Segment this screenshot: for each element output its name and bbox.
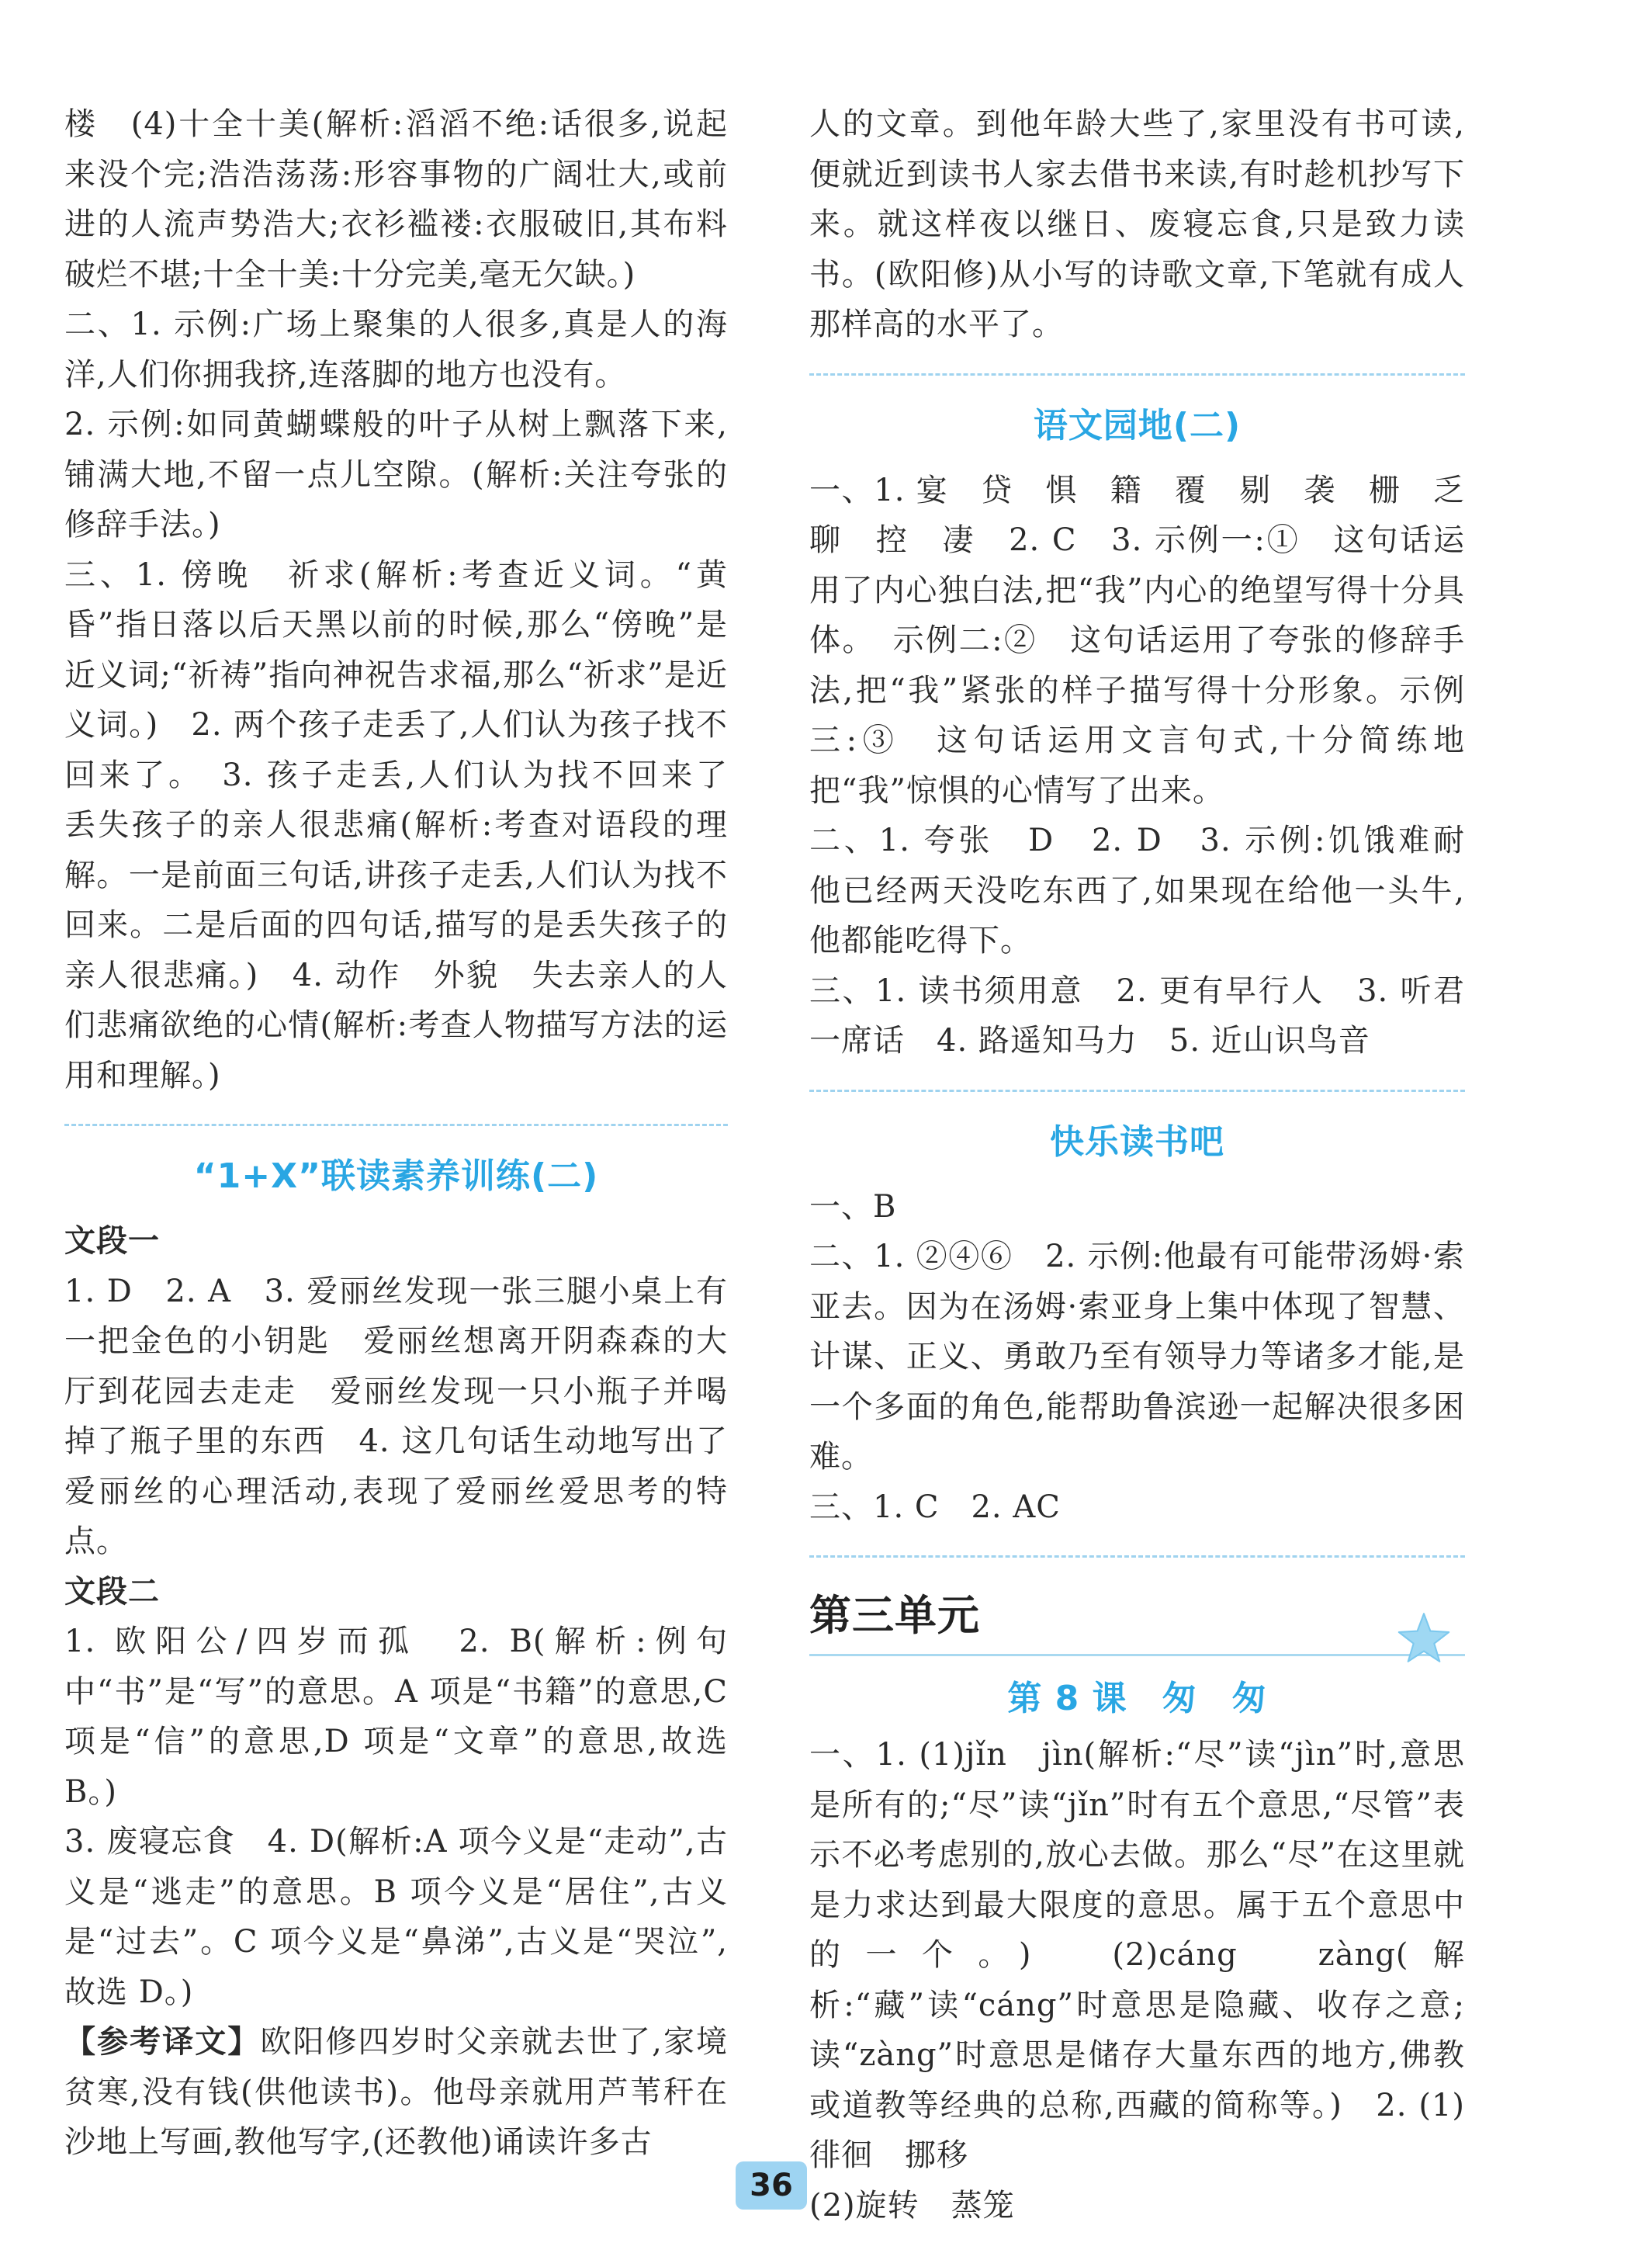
answer-paragraph: 一、1. 宴 贷 惧 籍 覆 剔 袭 栅 乏 聊 控 凄 2. C 3. 示例一:① 这句话运用了内心独白法,把“我”内心的绝望写得十分具体。 示例二:② 这句话运用了夸张的修辞手法,把“我”紧张的样子描写得十分形象。示例三:③ 这句话运用文言句式,十分简练地把“我”惊惧的心情写了出来。: [809, 472, 1497, 809]
page-number: 36: [736, 2161, 807, 2210]
answer-paragraph: 楼 (4)十全十美(解析:滔滔不绝:话很多,说起来没个完;浩浩荡荡:形容事物的广阔壮大,或前进的人流声势浩大;衣衫褴褛:衣服破旧,其布料破烂不堪;十全十美:十分完美,毫无欠缺。): [64, 106, 728, 293]
unit-underline: [809, 1654, 1465, 1656]
answer-paragraph: 人的文章。到他年龄大些了,家里没有书可读,便就近到读书人家去借书来读,有时趁机抄写下来。就这样夜以继日、废寝忘食,只是致力读书。(欧阳修)从小写的诗歌文章,下笔就有成人那样高的水平了。: [809, 106, 1465, 342]
answer-paragraph: 二、1. 夸张 D 2. D 3. 示例:饥饿难耐 他已经两天没吃东西了,如果现在给他一头牛,他都能吃得下。: [809, 823, 1497, 958]
answer-paragraph: 三、1. 读书须用意 2. 更有早行人 3. 听君一席话 4. 路遥知马力 5. 近山识鸟音: [809, 972, 1465, 1059]
answer-paragraph: 三、1. 傍晚 祈求(解析:考查近义词。“黄昏”指日落以后天黑以前的时候,那么“傍晚”是近义词;“祈祷”指向神祝告求福,那么“祈求”是近义词。) 2. 两个孩子走丢了,人们认为孩子找不回来了。 3. 孩子走丢,人们认为找不回来了 丢失孩子的亲人很悲痛(解析:考查对语段的理解。一是前面三句话,讲孩子走丢,人们认为找不回来。二是后面的四句话,描写的是丢失孩子的亲人很悲痛。) 4. 动作 外貌 失去亲人的人们悲痛欲绝的心情(解析:考查人物描写方法的运用和理解。): [64, 556, 760, 1094]
section-title-reading: 快乐读书吧: [1050, 1121, 1224, 1162]
left-column: [64, 99, 760, 2168]
section-divider: [809, 1555, 1465, 1558]
star-icon: [1397, 1610, 1451, 1665]
reference-translation: [64, 2017, 728, 2168]
answer-paragraph: 二、1. ②④⑥ 2. 示例:他最有可能带汤姆·索亚去。因为在汤姆·索亚身上集中体现了智慧、计谋、正义、勇敢乃至有领导力等诸多才能,是一个多面的角色,能帮助鲁滨逊一起解决很多困难。: [809, 1239, 1465, 1475]
reference-text: 欧阳修四岁时父亲就去世了,家境贫寒,没有钱(供他读书)。他母亲就用芦苇秆在沙地上写画,教他写字,(还教他)诵读许多古: [64, 2024, 729, 2160]
reference-label: 【参考译文】: [64, 2024, 261, 2060]
answer-paragraph: 3. 废寝忘食 4. D(解析:A 项今义是“走动”,古义是“逃走”的意思。B 项今义是“居住”,古义是“过去”。C 项今义是“鼻涕”,古义是“哭泣”,故选 D。): [64, 1824, 728, 2010]
answer-paragraph: 一、B: [809, 1188, 897, 1225]
right-column: [809, 99, 1497, 2231]
unit-header: [809, 1581, 1465, 1666]
unit-title: 第三单元: [809, 1591, 980, 1640]
answer-paragraph: 一、1. (1)jǐn jìn(解析:“尽”读“jìn”时,意思是所有的;“尽”读“jǐn”时有五个意思,“尽管”表示不必考虑别的,放心去做。那么“尽”在这里就是力求达到最大限度的意思。属于五个意思中的一个。) (2)cáng zàng(解析:“藏”读“cáng”时意思是隐藏、收存之意;读“zàng”时意思是储存大量东西的地方,佛教或道教等经典的总称,西藏的简称等。) 2. (1)徘徊 挪移: [809, 1737, 1465, 2173]
answer-paragraph: 2. 示例:如同黄蝴蝶般的叶子从树上飘落下来,铺满大地,不留一点儿空隙。(解析:关注夸张的修辞手法。): [64, 407, 728, 542]
answer-paragraph: 二、1. 示例:广场上聚集的人很多,真是人的海洋,人们你拥我挤,连落脚的地方也没有。: [64, 307, 728, 393]
section-title-lianxu: “1+X”联读素养训练(二): [193, 1156, 599, 1196]
section-divider: [64, 1124, 728, 1126]
section-divider: [809, 1090, 1465, 1092]
section-divider: [809, 373, 1465, 376]
lesson-title: 第 8 课 匆 匆: [1007, 1679, 1267, 1718]
section-title-garden: 语文园地(二): [1033, 405, 1242, 445]
passage-heading: 文段二: [64, 1573, 160, 1610]
answer-paragraph: 三、1. C 2. AC: [809, 1489, 1061, 1525]
passage-heading: 文段一: [64, 1223, 160, 1259]
answer-paragraph: 1. D 2. A 3. 爱丽丝发现一张三腿小桌上有一把金色的小钥匙 爱丽丝想离开阴森森的大厅到花园去走走 爱丽丝发现一只小瓶子并喝掉了瓶子里的东西 4. 这几句话生动地写出了爱丽丝的心理活动,表现了爱丽丝爱思考的特点。: [64, 1273, 728, 1559]
answer-paragraph: (2)旋转 蒸笼: [809, 2187, 1015, 2224]
answer-paragraph: 1. 欧阳公/四岁而孤 2. B(解析:例句中“书”是“写”的意思。A 项是“书籍”的意思,C 项是“信”的意思,D 项是“文章”的意思,故选 B。): [64, 1624, 728, 1810]
